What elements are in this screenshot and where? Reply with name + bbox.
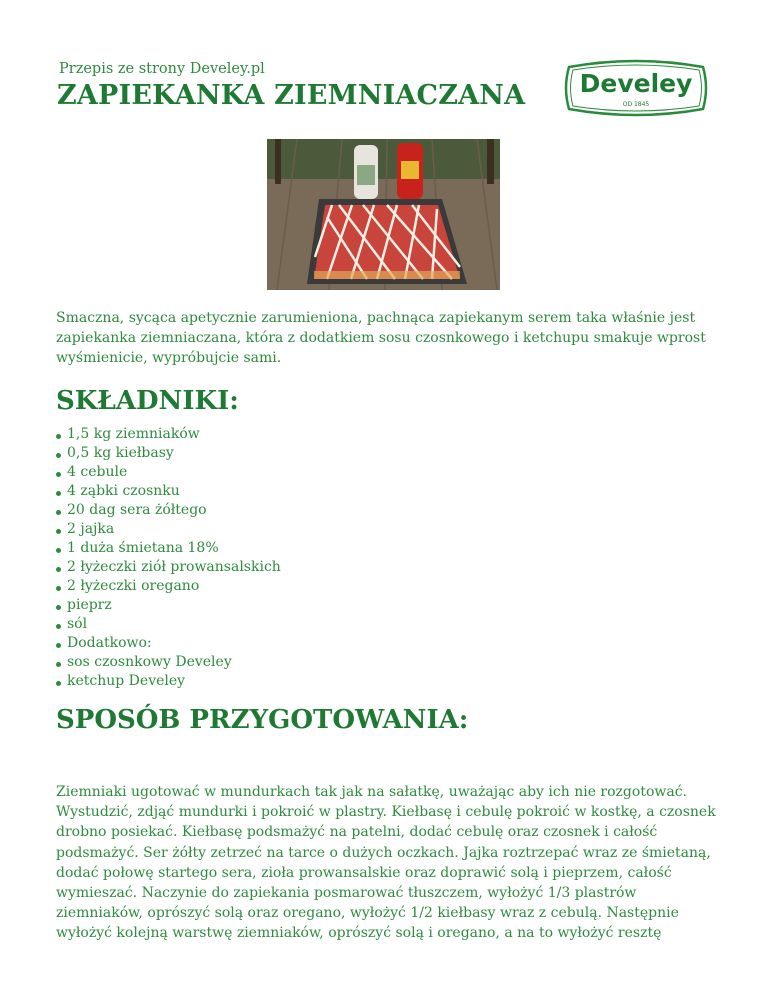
- bullet-icon: [56, 643, 61, 648]
- logo-text: Develey: [579, 69, 693, 98]
- develey-logo: [563, 57, 709, 119]
- bullet-icon: [56, 605, 61, 610]
- bullet-icon: [56, 491, 61, 496]
- bullet-icon: [56, 567, 61, 572]
- list-item: 4 ząbki czosnku: [56, 482, 281, 501]
- bullet-icon: [56, 472, 61, 477]
- method-paragraph: Ziemniaki ugotować w mundurkach tak jak na sałatkę, uważając aby ich nie rozgotować. Wystudzić, zdjąć mundurki i pokroić w plastry. Kiełbasę i cebulę pokroić w kostkę, a czosnek drobno posiekać. Kiełbasę podsmażyć na patelni, dodać cebulę oraz czosnek i całość podsmażyć. Ser żółty zetrzeć na tarce o dużych oczkach. Jajka roztrzepać wraz ze śmietaną, dodać połowę startego sera, zioła prowansalskie oraz doprawić solą i pieprzem, całość wymieszać. Naczynie do zapiekania posmarować tłuszczem, wyłożyć 1/3 plastrów ziemniaków, oprószyć solą oraz oregano, wyłożyć 1/2 kiełbasy wraz z cebulą. Następnie wyłożyć kolejną warstwę ziemniaków, oprószyć solą i oregano, a na to wyłożyć resztę: [56, 784, 716, 942]
- bullet-icon: [56, 624, 61, 629]
- recipe-photo: [267, 139, 500, 290]
- bullet-icon: [56, 434, 61, 439]
- list-item: sól: [56, 615, 281, 634]
- bullet-icon: [56, 681, 61, 686]
- bullet-icon: [56, 529, 61, 534]
- list-item: 1 duża śmietana 18%: [56, 539, 281, 558]
- intro-paragraph: Smaczna, sycąca apetycznie zarumieniona, pachnąca zapiekanym serem taka właśnie jest zapiekanka ziemniaczana, która z dodatkiem sosu czosnkowego i ketchupu smakuje wprost wyśmienicie, wypróbujcie sami.: [56, 310, 706, 366]
- bullet-icon: [56, 548, 61, 553]
- method-heading: SPOSÓB PRZYGOTOWANIA:: [56, 705, 469, 735]
- bullet-icon: [56, 510, 61, 515]
- bullet-icon: [56, 453, 61, 458]
- recipe-title: ZAPIEKANKA ZIEMNIACZANA: [57, 80, 526, 111]
- bullet-icon: [56, 662, 61, 667]
- list-item: ketchup Develey: [56, 672, 281, 691]
- list-item: 0,5 kg kiełbasy: [56, 444, 281, 463]
- bullet-icon: [56, 586, 61, 591]
- source-line: Przepis ze strony Develey.pl: [59, 61, 265, 77]
- list-item: 2 łyżeczki oregano: [56, 577, 281, 596]
- list-item: 20 dag sera żółtego: [56, 501, 281, 520]
- list-item: 2 łyżeczki ziół prowansalskich: [56, 558, 281, 577]
- logo-subtext: OD 1845: [622, 101, 650, 108]
- list-item: Dodatkowo:: [56, 634, 281, 653]
- list-item: sos czosnkowy Develey: [56, 653, 281, 672]
- list-item: 2 jajka: [56, 520, 281, 539]
- list-item: pieprz: [56, 596, 281, 615]
- list-item: 1,5 kg ziemniaków: [56, 425, 281, 444]
- ingredients-heading: SKŁADNIKI:: [56, 386, 239, 416]
- ingredients-list: [56, 425, 281, 691]
- list-item: 4 cebule: [56, 463, 281, 482]
